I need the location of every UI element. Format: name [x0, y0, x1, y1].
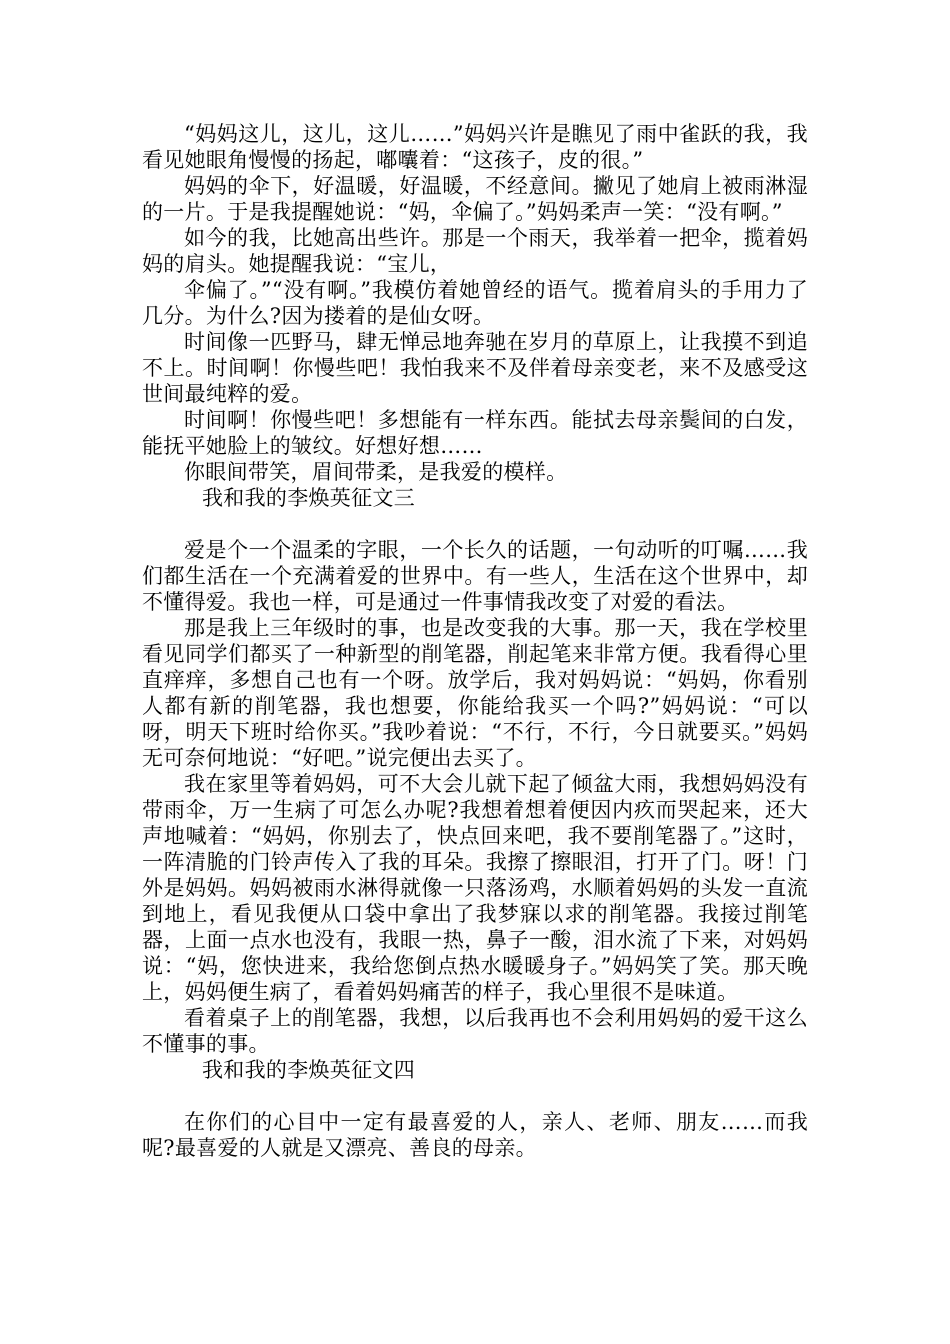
paragraph: 你眼间带笑，眉间带柔，是我爱的模样。: [184, 460, 568, 484]
paragraph: 如今的我，比她高出些许。那是一个雨天，我举着一把伞，揽着妈妈的肩头。她提醒我说：“宝儿，: [142, 226, 808, 276]
paragraph: 看着桌子上的削笔器，我想，以后我再也不会利用妈妈的爱干这么不懂事的事。: [142, 1006, 808, 1056]
paragraph: 时间啊！你慢些吧！多想能有一样东西。能拭去母亲鬓间的白发，能抚平她脸上的皱纹。好想好想……: [142, 408, 808, 458]
paragraph: 时间像一匹野马，肆无惮忌地奔驰在岁月的草原上，让我摸不到追不上。时间啊！你慢些吧！我怕我来不及伴着母亲变老，来不及感受这世间最纯粹的爱。: [142, 330, 808, 406]
paragraph: 伞偏了。”“没有啊。”我模仿着她曾经的语气。揽着肩头的手用力了几分。为什么?因为搂着的是仙女呀。: [142, 278, 808, 328]
paragraph: 爱是个一个温柔的字眼，一个长久的话题，一句动听的叮嘱……我们都生活在一个充满着爱的世界中。有一些人，生活在这个世界中，却不懂得爱。我也一样，可是通过一件事情我改变了对爱的看法。: [142, 538, 808, 614]
paragraph: 妈妈的伞下，好温暖，好温暖，不经意间。撇见了她肩上被雨淋湿的一片。于是我提醒她说：“妈，伞偏了。”妈妈柔声一笑：“没有啊。”: [142, 174, 808, 224]
document-body: [142, 121, 808, 1161]
section-heading: 我和我的李焕英征文四: [202, 1058, 415, 1082]
paragraph: 在你们的心目中一定有最喜爱的人，亲人、老师、朋友……而我呢?最喜爱的人就是又漂亮、善良的母亲。: [142, 1110, 808, 1160]
section-heading: 我和我的李焕英征文三: [202, 486, 415, 510]
blank-line: [142, 511, 808, 537]
blank-line: [142, 1083, 808, 1109]
paragraph: 那是我上三年级时的事，也是改变我的大事。那一天，我在学校里看见同学们都买了一种新型的削笔器，削起笔来非常方便。我看得心里直痒痒，多想自己也有一个呀。放学后，我对妈妈说：“妈妈，你看别人都有新的削笔器，我也想要，你能给我买一个吗?”妈妈说：“可以呀，明天下班时给你买。”我吵着说：“不行，不行，今日就要买。”妈妈无可奈何地说：“好吧。”说完便出去买了。: [142, 616, 808, 770]
paragraph: 我在家里等着妈妈，可不大会儿就下起了倾盆大雨，我想妈妈没有带雨伞，万一生病了可怎么办呢?我想着想着便因内疚而哭起来，还大声地喊着：“妈妈，你别去了，快点回来吧，我不要削笔器了。”这时，一阵清脆的门铃声传入了我的耳朵。我擦了擦眼泪，打开了门。呀！门外是妈妈。妈妈被雨水淋得就像一只落汤鸡，水顺着妈妈的头发一直流到地上，看见我便从口袋中拿出了我梦寐以求的削笔器。我接过削笔器，上面一点水也没有，我眼一热，鼻子一酸，泪水流了下来，对妈妈说：“妈，您快进来，我给您倒点热水暖暖身子。”妈妈笑了笑。那天晚上，妈妈便生病了，看着妈妈痛苦的样子，我心里很不是味道。: [142, 772, 808, 1004]
paragraph: “妈妈这儿，这儿，这儿……”妈妈兴许是瞧见了雨中雀跃的我，我看见她眼角慢慢的扬起，嘟囔着：“这孩子，皮的很。”: [142, 122, 808, 172]
